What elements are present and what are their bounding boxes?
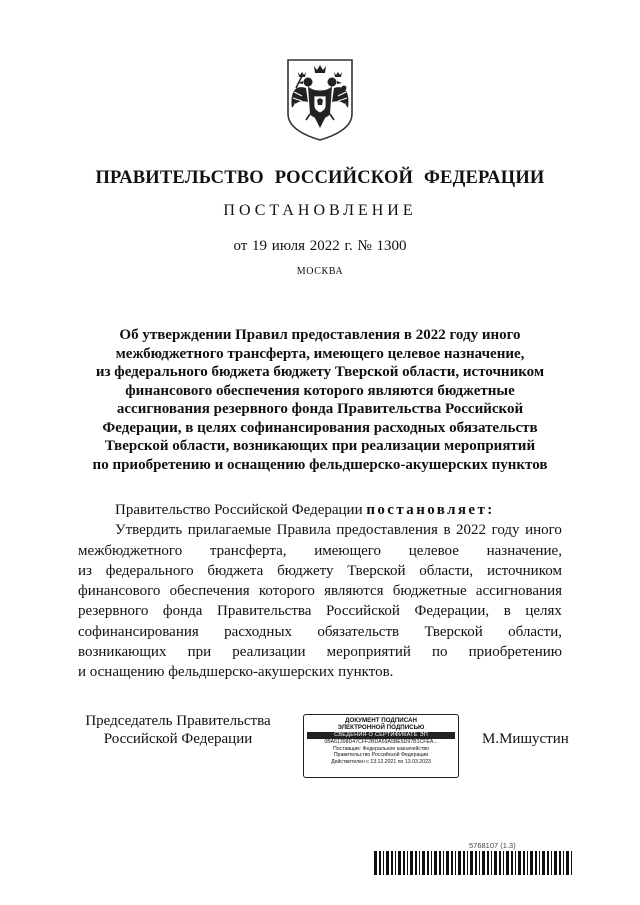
stamp-serial: 0BA61398D47CFF2BDA59A5BE5D97B1CFEA... bbox=[324, 739, 438, 745]
government-title: ПРАВИТЕЛЬСТВО РОССИЙСКОЙ ФЕДЕРАЦИИ bbox=[95, 168, 545, 188]
signatory-position bbox=[78, 712, 278, 748]
paragraph-line: и оснащению фельдшерско-акушерских пунктов. bbox=[78, 664, 394, 681]
position-line: Российской Федерации bbox=[103, 731, 253, 747]
word: мероприятий bbox=[326, 644, 411, 661]
word: резервного bbox=[78, 603, 149, 620]
word: области, bbox=[419, 562, 474, 579]
word: Правила bbox=[276, 522, 331, 539]
word: назначение, bbox=[486, 542, 562, 559]
word: межбюджетного bbox=[78, 542, 183, 559]
word: трансферта, bbox=[209, 542, 287, 559]
word: году bbox=[491, 522, 520, 539]
word: при bbox=[187, 644, 212, 661]
heading-line: Тверской области, возникающих при реализации мероприятий bbox=[104, 438, 536, 454]
barcode-icon bbox=[374, 851, 572, 875]
heading-line: межбюджетного трансферта, имеющего целевое назначение, bbox=[115, 345, 525, 362]
word: из bbox=[78, 562, 92, 579]
signatory-name: М.Мишустин bbox=[482, 731, 569, 747]
state-emblem-icon bbox=[284, 58, 356, 142]
word: которого bbox=[258, 583, 315, 600]
heading-line: Об утверждении Правил предоставления в 2022 году иного bbox=[119, 327, 521, 343]
stamp-supplier: Поставщик: Федеральное казначейство bbox=[333, 745, 429, 752]
paragraph-line bbox=[78, 541, 562, 561]
paragraph-line bbox=[78, 520, 562, 540]
preamble-line bbox=[78, 500, 562, 520]
paragraph-line bbox=[78, 561, 562, 581]
document-heading bbox=[60, 326, 580, 474]
heading-line: финансового обеспечения которого являются бюджетные bbox=[125, 382, 515, 399]
word: реализации bbox=[232, 644, 306, 661]
word: по bbox=[432, 644, 448, 661]
word: ассигнования bbox=[475, 583, 562, 600]
word: обязательств bbox=[317, 623, 400, 640]
preamble-verb: постановляет: bbox=[366, 502, 495, 518]
document-date-number: от 19 июля 2022 г. № 1300 bbox=[233, 238, 407, 254]
word: иного bbox=[525, 522, 562, 539]
document-body bbox=[78, 500, 562, 683]
word: Федерации, bbox=[414, 603, 490, 620]
word: приобретению bbox=[468, 644, 562, 661]
word: фонда bbox=[162, 603, 203, 620]
document-city: МОСКВА bbox=[296, 266, 344, 277]
stamp-certificate-bar: СВЕДЕНИЯ О СЕРТИФИКАТЕ ЭП bbox=[307, 732, 455, 739]
word: в bbox=[443, 522, 451, 539]
word: федерального bbox=[105, 562, 194, 579]
word: Утвердить bbox=[115, 522, 183, 539]
word: целевое bbox=[408, 542, 459, 559]
stamp-validity: Действителен с 13.12.2021 по 13.03.2023 bbox=[331, 758, 431, 765]
paragraph-line bbox=[78, 601, 562, 621]
word: расходных bbox=[224, 623, 293, 640]
document-code: 5768107 (1.3) bbox=[469, 841, 516, 850]
word: в bbox=[503, 603, 511, 620]
word: Российской bbox=[326, 603, 400, 620]
word: источником bbox=[486, 562, 562, 579]
paragraph-line bbox=[78, 642, 562, 662]
word: Тверской bbox=[424, 623, 483, 640]
word: Тверской bbox=[347, 562, 406, 579]
position-line: Председатель Правительства bbox=[85, 713, 271, 729]
word: обеспечения bbox=[169, 583, 250, 600]
stamp-title-line: ДОКУМЕНТ ПОДПИСАН bbox=[345, 717, 417, 724]
paragraph-line bbox=[78, 581, 562, 601]
electronic-signature-stamp bbox=[303, 714, 459, 778]
heading-line: Федерации, в целях софинансирования расходных обязательств bbox=[102, 419, 538, 436]
word: прилагаемые bbox=[187, 522, 272, 539]
word: являются bbox=[324, 583, 384, 600]
word: Правительства bbox=[217, 603, 312, 620]
word: финансового bbox=[78, 583, 161, 600]
word: бюджета bbox=[207, 562, 264, 579]
preamble-text: Правительство Российской Федерации bbox=[115, 502, 363, 518]
heading-line: ассигнования резервного фонда Правительства Российской bbox=[116, 401, 524, 417]
word: 2022 bbox=[456, 522, 487, 539]
word: целях bbox=[525, 603, 562, 620]
word: бюджету bbox=[277, 562, 334, 579]
word: бюджетные bbox=[392, 583, 467, 600]
stamp-supplier: Правительство Российской Федерации bbox=[333, 752, 429, 759]
heading-line: из федерального бюджета бюджету Тверской области, источником bbox=[95, 364, 545, 380]
word: имеющего bbox=[314, 542, 382, 559]
word: предоставления bbox=[336, 522, 438, 539]
document-type: ПОСТАНОВЛЕНИЕ bbox=[223, 202, 417, 219]
word: области, bbox=[508, 623, 562, 640]
word: софинансирования bbox=[78, 623, 199, 640]
heading-line: по приобретению и оснащению фельдшерско-акушерских пунктов bbox=[92, 456, 548, 473]
word: возникающих bbox=[78, 644, 167, 661]
stamp-title-line: ЭЛЕКТРОННОЙ ПОДПИСЬЮ bbox=[337, 724, 425, 731]
paragraph-line bbox=[78, 622, 562, 642]
